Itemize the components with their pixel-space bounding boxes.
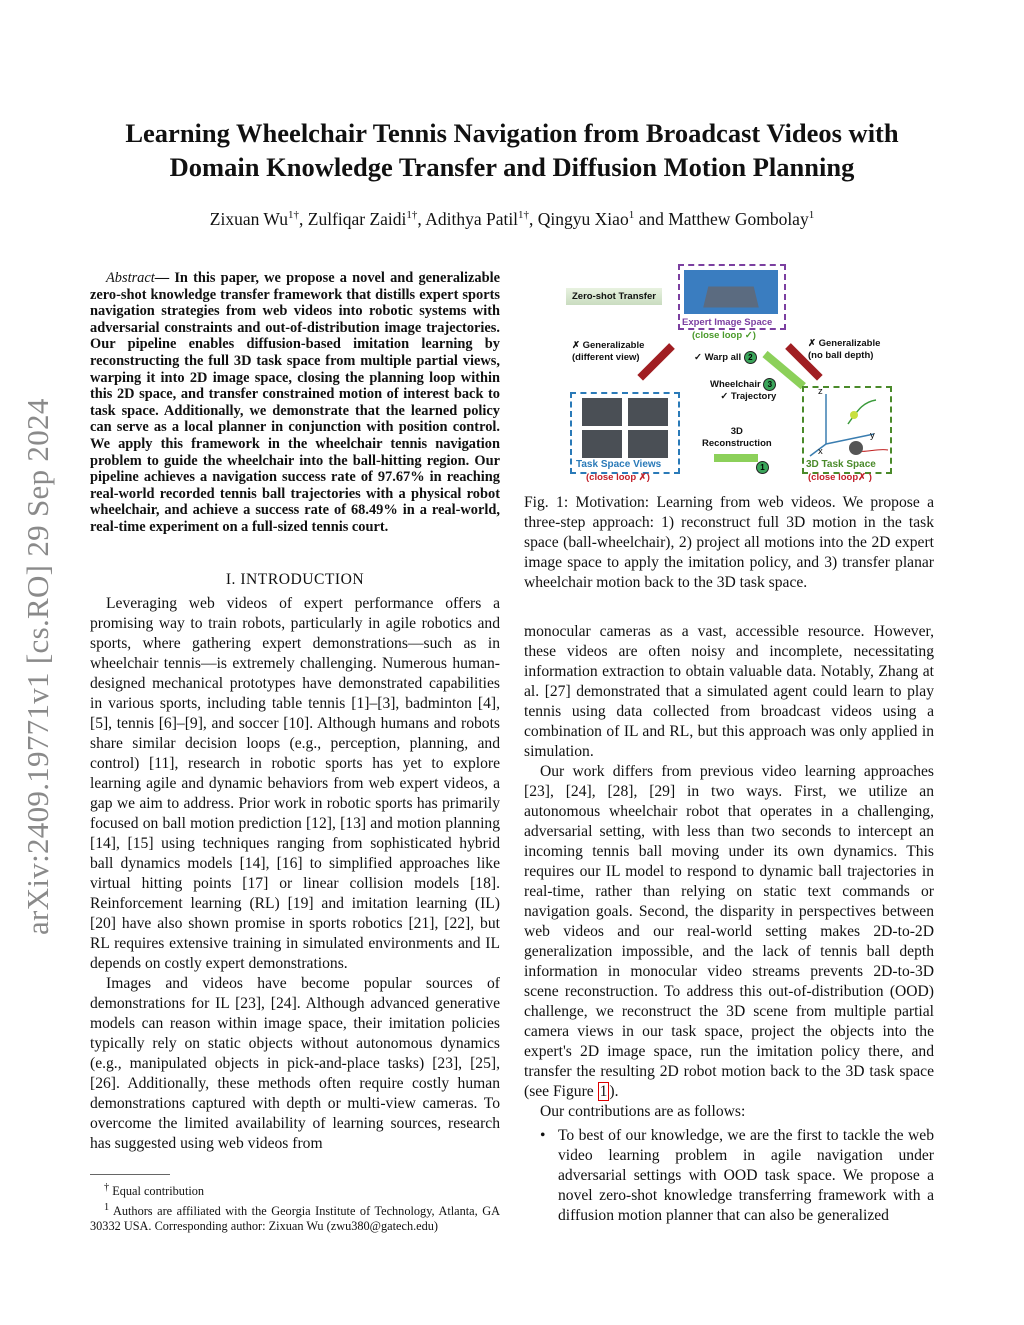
author: Matthew Gombolay (668, 209, 809, 229)
footnote-equal: Equal contribution (112, 1184, 205, 1199)
author: Adithya Patil (425, 209, 519, 229)
generalizable-left (572, 340, 644, 364)
paragraph (524, 762, 934, 1102)
paragraph: Our contributions are as follows: (540, 1103, 746, 1120)
reconstruction-label (702, 426, 772, 450)
view-2 (628, 398, 668, 426)
gen-left-line2: (different view) (572, 352, 640, 363)
axis-x-label: x (818, 446, 823, 457)
author-list: Zixuan $Wu^{1\dagger}$, Zulfiqar Zaidi$^{1\dagger}$, Adithya Patil$^{1\dagger}$, Qingyu Xiao$^1$ and Matthew Gombolay$^1$ (209, 209, 815, 229)
wheel-line1: Wheelchair (710, 379, 761, 390)
reconstruction-arrow (714, 454, 758, 462)
paper-title (60, 116, 964, 184)
figure-1-caption: Fig. 1: Motivation: Learning from web videos. We propose a three-step approach: 1) reconstruct full 3D motion in the task space (ball-wheelchair), 2) project all motions into the 2D expert image space to apply the imitation policy, and 3) transfer planar wheelchair motion back to the 3D task space. (524, 494, 934, 591)
paragraph: monocular cameras as a vast, accessible resource. However, these videos are often noisy and incomplete, necessitating information extraction to obtain valuable data. Notably, Zhang at al. [27] demonstrated that a simulated agent could learn to play tennis using data collected from broadcast videos using a combination of IL and RL, but this approach was only applied in simulation. (524, 623, 934, 760)
paragraph-end: ). (609, 1083, 619, 1100)
footnote-mark: 1 (104, 1201, 110, 1213)
3d-axes-icon (804, 388, 890, 460)
warp-text: ✓ Warp all (694, 352, 742, 363)
footnote-rule (90, 1174, 170, 1175)
step-1-badge: 1 (756, 461, 769, 474)
author-sup: 1† (518, 209, 530, 222)
paragraph: Images and videos have become popular sources of demonstrations for IL [23], [24]. Although advanced generative models can reason within image space, their imitation policies typically rely on static objects without autonomous dynamics (e.g., manipulated objects in pick-and-place tasks) [23], [25], [26]. Additionally, these methods often require costly human demonstrations captured with depth or multi-view cameras. To overcome the limited availability of learning sources, research has suggested using web videos from (90, 975, 500, 1152)
right-column-text (524, 622, 934, 1226)
recon-line2: Reconstruction (702, 438, 772, 449)
contributions-list (524, 1126, 934, 1226)
expert-image-space-label: Expert Image Space (682, 317, 773, 328)
recon-line1: 3D (730, 426, 743, 437)
author: Qingyu Xiao (537, 209, 629, 229)
author-sup: 1 (808, 209, 815, 222)
author: Zixuan Wu (209, 209, 288, 229)
generalizable-right (808, 338, 880, 362)
step-1-badge-wrap (756, 461, 769, 474)
3d-task-space-label: 3D Task Space (806, 459, 876, 470)
wheelchair-trajectory-label (710, 378, 776, 403)
axis-y-label: y (870, 430, 875, 441)
author: Zulfiqar Zaidi (307, 209, 407, 229)
warp-all-label (694, 351, 757, 364)
broadcast-image (684, 270, 778, 314)
3d-close-loop-label: (close loop✗ ) (808, 472, 872, 483)
step-3-badge: 3 (763, 378, 776, 391)
introduction-section (90, 562, 500, 1154)
paragraph-text: Our work differs from previous video learning approaches [23], [24], [28], [29] in two ways. First, we utilize an autonomous wheelchair robot that operates in a challenging, adversarial setting, with less than two seconds to intercept an incoming tennis ball moving under its own dynamics. This requires our IL model to respond to dynamic ball trajectories in real-time, rather than relying on static text commands or navigation goals. Second, the disparity in perspectives between web videos and our real-world setting makes 2D-to-2D generalization impossible, and the lack of tennis ball depth information in monocular video streams prevents 2D-to-3D scene reconstruction. To address this out-of-distribution (OOD) challenge, we reconstruct the 3D scene from multiple partial camera views in our task space, project the objects into the expert's 2D image space, run the imitation policy there, and transfer the resulting 2D robot motion back to the 3D task space (see Figure (524, 763, 934, 1100)
figure-1-diagram (560, 262, 900, 492)
gen-left-line1: ✗ Generalizable (572, 340, 645, 351)
footnote-affiliation: Authors are affiliated with the Georgia Institute of Technology, Atlanta, GA 30332 USA. Corresponding author: Zixuan Wu (zwu380@gatech.edu) (90, 1203, 500, 1234)
footnotes (90, 1180, 500, 1235)
author-sup: 1† (406, 209, 418, 222)
abstract (90, 270, 500, 536)
view-1 (582, 398, 622, 426)
view-4 (628, 430, 668, 458)
wheel-line2: ✓ Trajectory (720, 391, 777, 402)
abstract-text: — In this paper, we propose a novel and generalizable zero-shot knowledge transfer framework that distills expert sports navigation strategies from web videos into robotic systems with adversarial constraints and out-of-distribution image trajectories. Our pipeline enables diffusion-based imitation learning by reconstructing the full 3D task space from multiple partial views, warping it into 2D image space, closing the planning loop within this 2D space, and transfer constrained motion of interest back to task space. Additionally, we demonstrate that the learned policy can serve as a local planner in conjunction with position control. We apply this framework in the wheelchair tennis navigation problem to guide the wheelchair into the ball-hitting region. Our pipeline achieves a navigation success rate of 97.67% in reaching real-world recorded tennis ball trajectories with a physical robot wheelchair, and achieve a success rate of 68.49% in a real-world, real-time experiment on a full-sized tennis court. (90, 270, 500, 535)
gen-right-line1: ✗ Generalizable (808, 338, 881, 349)
figure-1-link[interactable]: 1 (599, 1083, 608, 1100)
footnote-mark: † (104, 1182, 110, 1193)
step-2-badge: 2 (744, 351, 757, 364)
title-line-2: Domain Knowledge Transfer and Diffusion Motion Planning (169, 152, 855, 182)
axis-z-label: z (818, 386, 823, 397)
view-3 (582, 430, 622, 458)
author-sup: 1† (288, 209, 299, 222)
zero-shot-label: Zero-shot Transfer (566, 288, 662, 305)
arxiv-identifier: arXiv:2409.19771v1 [cs.RO] 29 Sep 2024 (20, 398, 55, 935)
abstract-label: Abstract (106, 270, 155, 286)
title-line-1: Learning Wheelchair Tennis Navigation from Broadcast Videos with (125, 118, 899, 148)
list-item: • To best of our knowledge, we are the first to tackle the web video learning problem in agile navigation under adversarial settings with OOD task space. We propose a novel zero-shot knowledge transferring framework with a diffusion motion planner that can also be generalized (558, 1126, 934, 1226)
gen-right-line2: (no ball depth) (808, 350, 874, 361)
author-sup: 1 (628, 209, 635, 222)
task-close-loop-label: (close loop ✗) (586, 472, 650, 483)
section-heading: I. INTRODUCTION (225, 571, 365, 588)
paragraph: Leveraging web videos of expert performance offers a promising way to train robots, particularly in agile robotics and sports, where gathering expert demonstrations—such as in wheelchair tennis—is extremely challenging. Numerous human-designed mechanical prototypes have demonstrated capabilities in various sports, including table tennis [1]–[3], badminton [4], [5], tennis [6]–[9], and soccer [10]. Although humans and robots share similar decision loops (e.g., perception, planning, and control) [11], research in robotic sports has yet to explore learning agile and dynamic behaviors from web expert videos, a gap we aim to address. Prior work in robotic sports has primarily focused on ball motion prediction [12], [13] and motion planning [14], [15] using techniques ranging from sophisticated hybrid ball dynamics models [14], [16] to simplified approaches like virtual hitting points [17] or linear collision models [18]. Reinforcement learning (RL) [19] and imitation learning (IL) [20] have also shown promise in sports robotics [21], [22], but RL requires extensive training in simulated environments and IL depends on costly expert demonstrations. (90, 595, 500, 972)
expert-close-loop-label: (close loop ✓) (692, 330, 756, 341)
task-space-views-label: Task Space Views (576, 459, 662, 470)
